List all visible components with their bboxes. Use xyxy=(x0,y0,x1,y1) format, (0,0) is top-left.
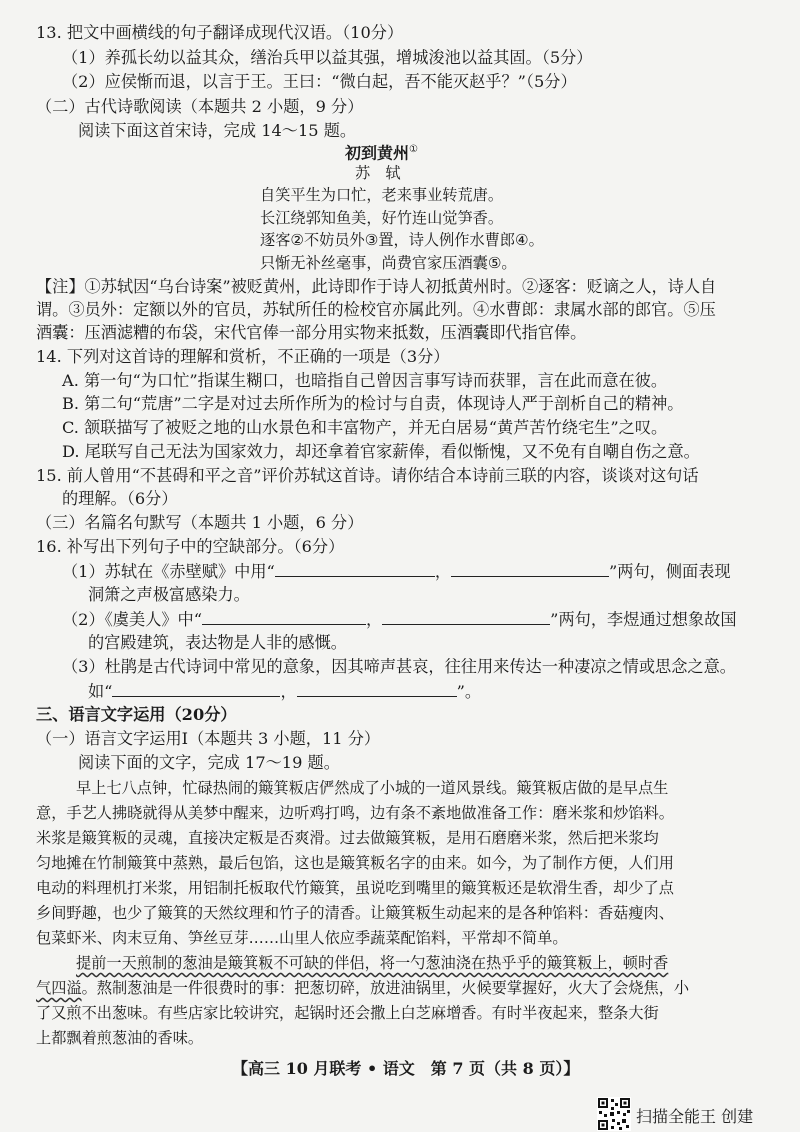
poem-author: 苏 轼 xyxy=(355,164,401,182)
scanner-watermark: 扫描全能王 创建 xyxy=(636,1107,754,1126)
q16-item-3-blanks: 如“ ， ”。 xyxy=(88,682,482,701)
q14-option-d: D. 尾联写自己无法为国家效力，却还拿着官家薪俸，看似惭愧，又不免有自嘲自伤之意。 xyxy=(62,442,700,461)
poem-note-line-2: 谓。③员外：定额以外的官员，苏轼所任的检校官亦属此列。④水曹郎：隶属水部的郎官。⑤压 xyxy=(36,300,716,319)
answer-blank[interactable] xyxy=(451,560,609,577)
q16-stem: 16. 补写出下列句子中的空缺部分。（6分） xyxy=(36,537,345,556)
answer-blank[interactable] xyxy=(202,608,366,625)
q14-option-a: A. 第一句“为口忙”指谋生糊口，也暗指自己曾因言事写诗而获罪，言在此而意在彼。 xyxy=(62,371,668,390)
passage-line: 乡间野趣，也少了簸箕的天然纹理和竹子的清香。让簸箕粄生动起来的是各种馅料：香菇瘦肉、 xyxy=(36,904,674,922)
part3-heading: 三、语言文字运用（20分） xyxy=(36,705,237,724)
qr-code-icon xyxy=(597,1097,631,1131)
section2-instruction: 阅读下面这首宋诗，完成 14～15 题。 xyxy=(78,121,357,140)
q15-line-2: 的理解。（6分） xyxy=(62,489,178,508)
poem-line-2: 长江绕郭知鱼美，好竹连山觉笋香。 xyxy=(260,209,503,227)
passage-line: 电动的料理机打米浆，用铝制托板取代竹簸箕，虽说吃到嘴里的簸箕粄还是软滑生香，却少了点 xyxy=(36,879,674,897)
section3-heading: （三）名篇名句默写（本题共 1 小题，6 分） xyxy=(36,513,364,532)
answer-blank[interactable] xyxy=(112,680,280,697)
passage-underlined-sentence: 提前一天煎制的葱油是簸箕粄不可缺的伴侣，将一勺葱油浇在热乎乎的簸箕粄上，顿时香 xyxy=(76,954,669,972)
q14-option-b: B. 第二句“荒唐”二字是对过去所作所为的检讨与自责，体现诗人严于剖析自己的精神。 xyxy=(62,394,684,413)
q16-item-2: （2）《虞美人》中“ ， ”两句，李煜通过想象故国 xyxy=(62,610,737,629)
passage-line: 匀地摊在竹制簸箕中蒸熟，最后包馅，这也是簸箕粄名字的由来。如今，为了制作方便，人们用 xyxy=(36,854,674,872)
passage-line: 气四溢。熬制葱油是一件很费时的事：把葱切碎，放进油锅里，火候要掌握好，火大了会烧焦，小 xyxy=(36,979,690,997)
q15-line-1: 15. 前人曾用“不甚碍和平之音”评价苏轼这首诗。请你结合本诗前三联的内容，谈谈对这句话 xyxy=(36,466,699,485)
q16-item-2-cont: 的宫殿建筑，表达物是人非的感慨。 xyxy=(88,633,347,652)
part3-subheading: （一）语言文字运用Ⅰ（本题共 3 小题，11 分） xyxy=(36,729,381,748)
passage-line: 上都飘着煎葱油的香味。 xyxy=(36,1029,204,1047)
poem-line-3: 逐客②不妨员外③置，诗人例作水曹郎④。 xyxy=(260,231,544,249)
q16-item-3: （3）杜鹃是古代诗词中常见的意象，因其啼声甚哀，往往用来传达一种凄凉之情或思念之意。 xyxy=(62,657,736,676)
answer-blank[interactable] xyxy=(297,680,457,697)
page-footer: 【高三 10 月联考 • 语文 第 7 页（共 8 页）】 xyxy=(232,1059,580,1078)
q13-sub1: （1）养孤长幼以益其众，缮治兵甲以益其强，增城浚池以益其固。（5分） xyxy=(62,48,593,67)
answer-blank[interactable] xyxy=(382,608,550,625)
poem-line-1: 自笑平生为口忙，老来事业转荒唐。 xyxy=(260,186,503,204)
passage-line: 了又煎不出葱味。有些店家比较讲究，起锅时还会撒上白芝麻增香。有时半夜起来，整条大街 xyxy=(36,1004,659,1022)
answer-blank[interactable] xyxy=(275,560,435,577)
q13-stem: 13. 把文中画横线的句子翻译成现代汉语。（10分） xyxy=(36,23,404,42)
passage-line: 意，手艺人拂晓就得从美梦中醒来，边听鸡打鸣，边有条不紊地做准备工作：磨米浆和炒馅料。 xyxy=(36,804,674,822)
poem-line-4: 只惭无补丝毫事，尚费官家压酒囊⑤。 xyxy=(260,254,517,272)
poem-note-line-1: 【注】①苏轼因“乌台诗案”被贬黄州，此诗即作于诗人初抵黄州时。②逐客：贬谪之人，诗人自 xyxy=(36,277,717,296)
section2-heading: （二）古代诗歌阅读（本题共 2 小题，9 分） xyxy=(36,97,364,116)
q16-item-1: （1）苏轼在《赤壁赋》中用“ ， ”两句，侧面表现 xyxy=(62,562,731,581)
q16-item-1-cont: 洞箫之声极富感染力。 xyxy=(88,585,250,604)
poem-note-line-3: 酒囊：压酒滤糟的布袋，宋代官俸一部分用实物来抵数，压酒囊即代指官俸。 xyxy=(36,323,587,342)
poem-title: 初到黄州① xyxy=(345,143,418,163)
passage-line: 早上七八点钟，忙碌热闹的簸箕粄店俨然成了小城的一道风景线。簸箕粄店做的是早点生 xyxy=(76,779,669,797)
passage-line: 米浆是簸箕粄的灵魂，直接决定粄是否爽滑。过去做簸箕粄，是用石磨磨米浆，然后把米浆均 xyxy=(36,829,659,847)
passage-line: 包菜虾米、肉末豆角、笋丝豆芽……山里人依应季蔬菜配馅料，平常却不简单。 xyxy=(36,929,568,947)
part3-instruction: 阅读下面的文字，完成 17～19 题。 xyxy=(78,753,340,772)
q13-sub2: （2）应侯惭而退，以言于王。王曰：“微白起，吾不能灭赵乎？”（5分） xyxy=(62,72,577,91)
q14-option-c: C. 颔联描写了被贬之地的山水景色和丰富物产，并无白居易“黄芦苦竹绕宅生”之叹。 xyxy=(62,418,668,437)
q14-stem: 14. 下列对这首诗的理解和赏析，不正确的一项是（3分） xyxy=(36,347,450,366)
